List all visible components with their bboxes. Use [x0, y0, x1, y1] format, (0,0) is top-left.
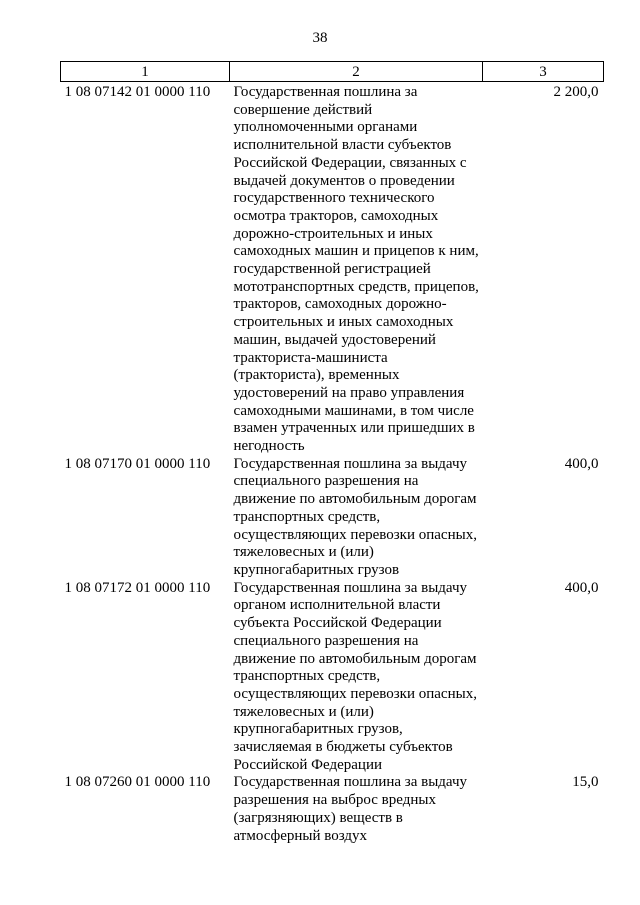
revenue-code: 1 08 07142 01 0000 110	[64, 84, 211, 100]
table-header-row	[61, 62, 604, 82]
page-number: 38	[312, 30, 328, 46]
column-header-amount: 3	[483, 62, 604, 82]
revenue-description: Государственная пошлина за выдачу органом исполнительной власти субъекта Российской Федерации специального разрешения на движение по автомобильным дорогам транспортных средств, осуществляющих перевозки опасных, тяжеловесных и (или) крупногабаритных грузов, зачисляемая в бюджеты субъектов Российской Федерации	[233, 579, 477, 773]
table-row	[61, 82, 604, 456]
table-row	[61, 774, 604, 845]
revenue-amount: 2 200,0	[553, 84, 599, 100]
revenue-code: 1 08 07260 01 0000 110	[64, 774, 211, 791]
revenue-description: Государственная пошлина за выдачу специального разрешения на движение по автомобильным дорогам транспортных средств, осуществляющих перевозки опасных, тяжеловесных и (или) крупногабаритных грузов	[233, 455, 477, 578]
revenue-code: 1 08 07172 01 0000 110	[64, 579, 211, 596]
revenue-description: Государственная пошлина за выдачу разрешения на выброс вредных (загрязняющих) веществ в атмосферный воздух	[233, 774, 468, 844]
budget-revenue-table	[60, 61, 604, 845]
table-row	[61, 580, 604, 775]
revenue-code: 1 08 07170 01 0000 110	[64, 455, 211, 472]
revenue-amount: 15,0	[572, 774, 599, 791]
revenue-amount: 400,0	[564, 455, 599, 472]
column-header-code: 1	[61, 62, 230, 82]
column-header-description: 2	[230, 62, 483, 82]
revenue-description: Государственная пошлина за совершение действий уполномоченными органами исполнительной власти субъектов Российской Федерации, связанных с выдачей документов о проведении государственного технического осмотра тракторов, самоходных дорожно-строительных и иных самоходных машин и прицепов к ним, государственной регистрацией мототранспортных средств, прицепов, тракторов, самоходных дорожно-строительных и иных самоходных машин, выдачей удостоверений тракториста-машиниста (тракториста), временных удостоверений на право управления самоходными машинами, в том числе взамен утраченных или пришедших в негодность	[233, 84, 479, 455]
revenue-amount: 400,0	[564, 579, 599, 596]
table-row	[61, 456, 604, 580]
